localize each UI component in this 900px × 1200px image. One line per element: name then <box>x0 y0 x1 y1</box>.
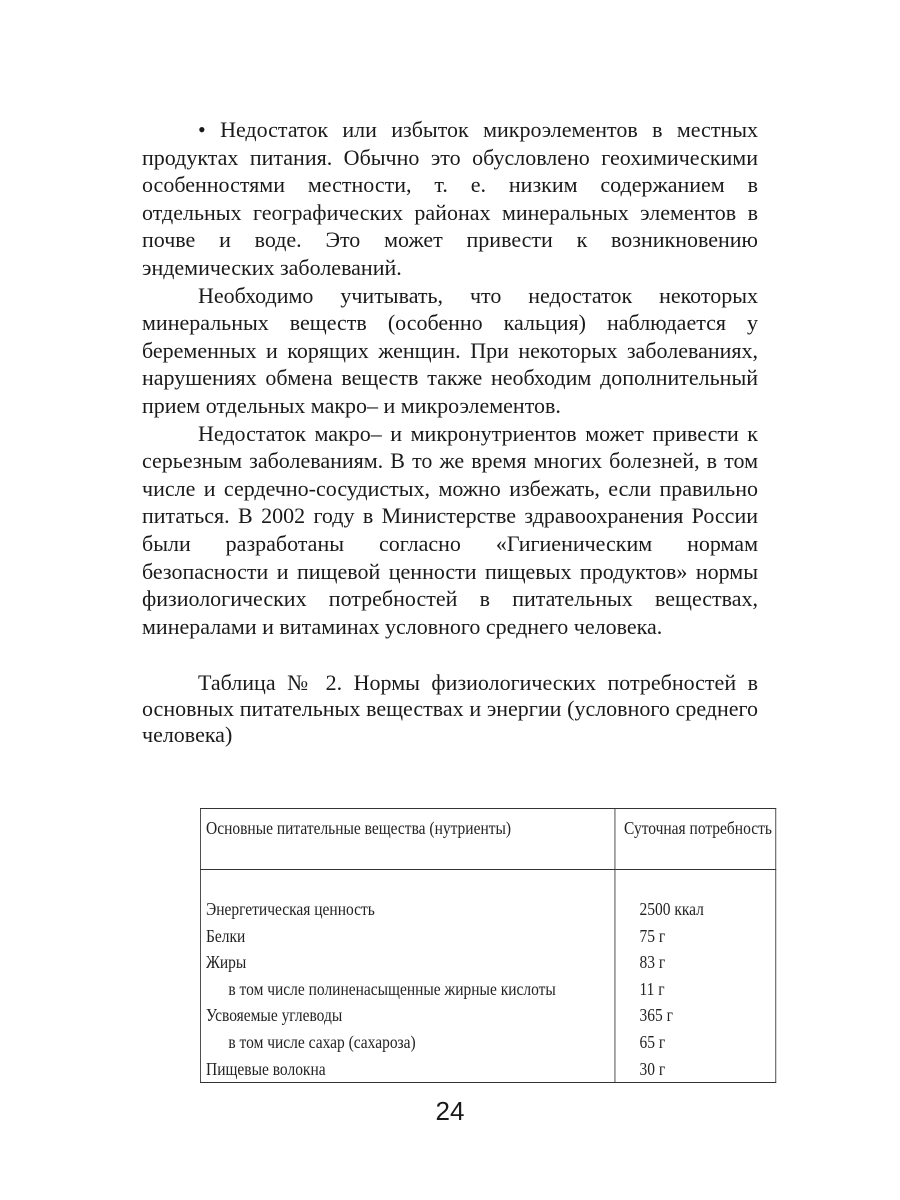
header-daily-need: Суточная потребность <box>615 809 776 870</box>
page-number: 24 <box>435 1096 465 1126</box>
table-row <box>200 949 775 976</box>
row-value: 11 г <box>615 976 776 1003</box>
row-value: 2500 ккал <box>615 896 776 923</box>
table-row <box>200 923 775 950</box>
row-name: Энергетическая ценность <box>200 896 615 923</box>
row-name: Пищевые волокна <box>200 1056 615 1083</box>
row-name: Жиры <box>200 949 615 976</box>
paragraph-3: Недостаток макро– и микронутриентов может привести к серьезным заболеваниям. В то же время многих болезней, в том числе и сердечно-сосудистых, можно избежать, если правильно питаться. В 2002 году в Министерстве здравоохранения России были разработаны согласно «Гигиеническим нормам безопасности и пищевой ценности пищевых продуктов» нормы физиологических потребностей в питательных веществах, минералами и витаминах условного среднего человека. <box>142 420 758 639</box>
row-value: 83 г <box>615 949 776 976</box>
table-row <box>200 976 775 1003</box>
row-value: 65 г <box>615 1029 776 1056</box>
row-name: Усвояемые углеводы <box>200 1002 615 1029</box>
table-row <box>200 1056 775 1083</box>
table-caption: Таблица № 2. Нормы физиологических потребностей в основных питательных веществах и энергии (условного среднего человека) <box>142 670 758 748</box>
row-name: в том числе полиненасыщенные жирные кислоты <box>200 976 615 1003</box>
row-value: 365 г <box>615 1002 776 1029</box>
nutrient-norms-table <box>200 808 776 1083</box>
table-row <box>200 1002 775 1029</box>
row-name: в том числе сахар (сахароза) <box>200 1029 615 1056</box>
header-nutrient: Основные питательные вещества (нутриенты) <box>200 809 615 870</box>
table-spacer-row <box>200 870 775 897</box>
row-value: 30 г <box>615 1056 776 1083</box>
paragraph-2: Необходимо учитывать, что недостаток некоторых минеральных веществ (особенно кальция) наблюдается у беременных и корящих женщин. При некоторых заболеваниях, нарушениях обмена веществ также необходим дополнительный прием отдельных макро– и микроэлементов. <box>142 282 758 418</box>
page-body <box>142 116 758 748</box>
paragraph-1: • Недостаток или избыток микроэлементов в местных продуктах питания. Обычно это обусловлено геохимическими особенностями местности, т. е. низким содержанием в отдельных географических районах минеральных элементов в почве и воде. Это может привести к возникновению эндемических заболеваний. <box>142 117 758 280</box>
row-value: 75 г <box>615 923 776 950</box>
row-name: Белки <box>200 923 615 950</box>
table-row <box>200 1029 775 1056</box>
table-header-row <box>200 809 775 870</box>
table-row <box>200 896 775 923</box>
